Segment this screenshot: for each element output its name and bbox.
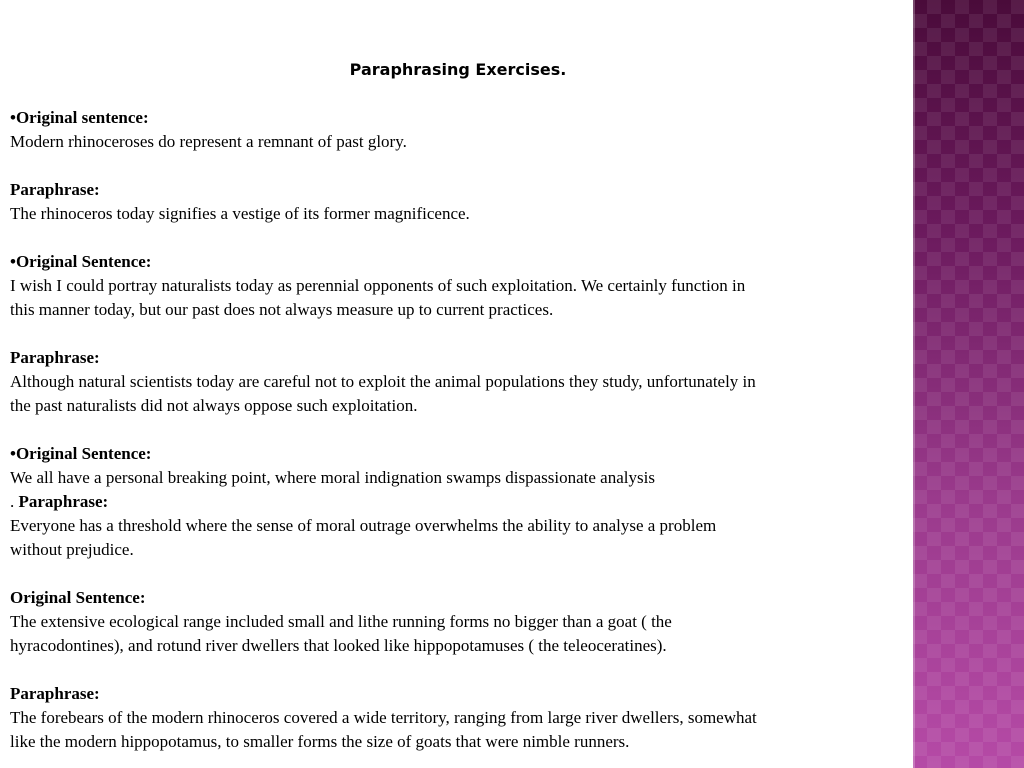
- section-label: •Original Sentence:: [10, 444, 152, 463]
- panel-edge: [913, 0, 915, 768]
- slide-body: [10, 58, 906, 754]
- section-text: the past naturalists did not always oppose such exploitation.: [10, 396, 418, 415]
- section-label: •Original Sentence:: [10, 252, 152, 271]
- section-text: like the modern hippopotamus, to smaller forms the size of goats that were nimble runners.: [10, 732, 630, 751]
- section-original-4: [10, 586, 906, 658]
- slide-title: Paraphrasing Exercises.: [349, 60, 567, 79]
- section-label: Paraphrase:: [10, 348, 100, 367]
- section-text: Everyone has a threshold where the sense of moral outrage overwhelms the ability to analyse a problem: [10, 516, 717, 535]
- section-original-3: [10, 442, 906, 490]
- section-label: •Original sentence:: [10, 108, 149, 127]
- section-label: Original Sentence:: [10, 588, 146, 607]
- section-original-2: [10, 250, 906, 322]
- section-paraphrase-4: [10, 682, 906, 754]
- section-label: Paraphrase:: [10, 180, 100, 199]
- section-text: without prejudice.: [10, 540, 134, 559]
- section-text: We all have a personal breaking point, where moral indignation swamps dispassionate analysis: [10, 468, 655, 487]
- section-text: this manner today, but our past does not always measure up to current practices.: [10, 300, 554, 319]
- section-text: Modern rhinoceroses do represent a remnant of past glory.: [10, 132, 407, 151]
- section-label: Paraphrase:: [10, 684, 100, 703]
- section-text: Although natural scientists today are careful not to exploit the animal populations they study, unfortunately in: [10, 372, 756, 391]
- section-prefix: .: [10, 492, 19, 511]
- section-paraphrase-2: [10, 346, 906, 418]
- section-original-1: [10, 106, 906, 154]
- section-text: I wish I could portray naturalists today as perennial opponents of such exploitation. We certainly function in: [10, 276, 746, 295]
- section-text: The rhinoceros today signifies a vestige of its former magnificence.: [10, 204, 470, 223]
- section-text: The forebears of the modern rhinoceros covered a wide territory, ranging from large river dwellers, somewhat: [10, 708, 757, 727]
- section-text: hyracodontines), and rotund river dwellers that looked like hippopotamuses ( the teleoceratines).: [10, 636, 667, 655]
- section-label: Paraphrase:: [18, 492, 109, 511]
- section-paraphrase-1: [10, 178, 906, 226]
- section-text: The extensive ecological range included small and lithe running forms no bigger than a goat ( the: [10, 612, 672, 631]
- decorative-side-panel: [913, 0, 1024, 768]
- section-paraphrase-3: [10, 490, 906, 562]
